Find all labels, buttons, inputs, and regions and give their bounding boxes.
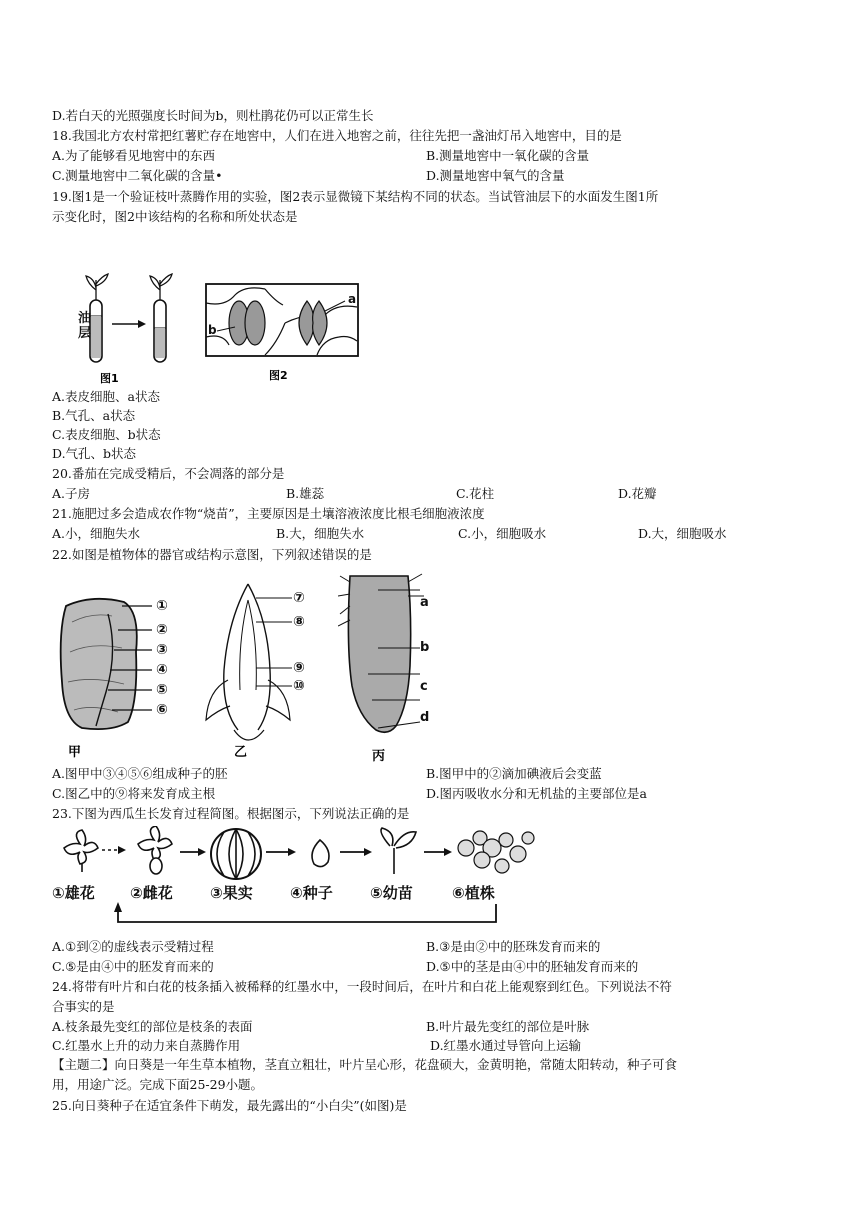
bing-letter-c: c: [420, 679, 428, 694]
q23-option-b: B.③是由②中的胚珠发育而来的: [426, 939, 601, 954]
q21-option-d: D.大，细胞吸水: [638, 526, 727, 541]
q20-stem: 20.番茄在完成受精后，不会凋落的部分是: [52, 466, 285, 481]
fig2-mark-a: a: [348, 292, 357, 306]
q23-option-a: A.①到②的虚线表示受精过程: [52, 939, 214, 954]
q24-option-a: A.枝条最先变红的部位是枝条的表面: [52, 1019, 253, 1034]
q22-figure-jia-seed: [52, 592, 202, 762]
q18-option-c: C.测量地窖中二氧化碳的含量•: [52, 168, 223, 183]
q19-figure2-stomata: [205, 283, 365, 383]
q20-option-c: C.花柱: [456, 486, 495, 501]
q18-option-d: D.测量地窖中氧气的含量: [426, 168, 565, 183]
q22-stem: 22.如图是植物体的器官或结构示意图，下列叙述错误的是: [52, 547, 372, 562]
q21-option-a: A.小，细胞失水: [52, 526, 141, 541]
q24-option-d: D.红墨水通过导管向上运输: [430, 1038, 582, 1053]
q19-option-a: A.表皮细胞、a状态: [52, 389, 160, 404]
bing-letter-a: a: [420, 595, 429, 610]
q23-option-d: D.⑤中的茎是由④中的胚轴发育而来的: [426, 959, 639, 974]
q23-watermelon-lifecycle-diagram: [52, 826, 542, 934]
q22-option-c: C.图乙中的⑨将来发育成主根: [52, 786, 216, 801]
stage-fruit: ③果实: [210, 884, 253, 902]
fig2-mark-b: b: [208, 323, 217, 337]
bing-letter-b: b: [420, 640, 430, 655]
q20-option-b: B.雄蕊: [286, 486, 325, 501]
q22-figure-yi-label: 乙: [234, 745, 248, 760]
q19-figure1-label: 图1: [100, 372, 119, 385]
q18-option-a: A.为了能够看见地窖中的东西: [52, 148, 216, 163]
q22-figure-bing-label: 丙: [372, 749, 386, 764]
q19-figure2-label: 图2: [269, 369, 288, 382]
stage-female-flower: ②雌花: [130, 884, 173, 902]
q19-option-b: B.气孔、a状态: [52, 408, 136, 423]
jia-num-1: ①: [156, 598, 168, 614]
q25-stem: 25.向日葵种子在适宜条件下萌发，最先露出的“小白尖”(如图)是: [52, 1098, 407, 1113]
q17-option-d: D.若白天的光照强度长时间为b，则杜鹃花仍可以正常生长: [52, 108, 374, 123]
yi-num-7: ⑦: [293, 590, 305, 606]
jia-num-6: ⑥: [156, 702, 168, 718]
q22-figure-jia-label: 甲: [68, 745, 82, 760]
q24-stem-line2: 合事实的是: [52, 999, 115, 1014]
jia-num-5: ⑤: [156, 682, 168, 698]
stage-plant: ⑥植株: [452, 884, 495, 902]
theme2-intro-line2: 用，用途广泛。完成下面25-29小题。: [52, 1077, 264, 1092]
q19-option-c: C.表皮细胞、b状态: [52, 427, 161, 442]
q20-option-d: D.花瓣: [618, 486, 657, 501]
q21-stem: 21.施肥过多会造成农作物“烧苗”，主要原因是土壤溶液浓度比根毛细胞液浓度: [52, 506, 485, 521]
jia-num-2: ②: [156, 622, 168, 638]
q23-stem: 23.下图为西瓜生长发育过程简图。根据图示，下列说法正确的是: [52, 806, 410, 821]
yi-num-10: ⑩: [293, 678, 305, 694]
q23-option-c: C.⑤是由④中的胚发育而来的: [52, 959, 214, 974]
jia-num-3: ③: [156, 642, 168, 658]
oil-label-2: 层: [78, 326, 92, 341]
q22-option-d: D.图丙吸收水分和无机盐的主要部位是a: [426, 786, 648, 801]
q18-stem: 18.我国北方农村常把红薯贮存在地窖中，人们在进入地窖之前，往往先把一盏油灯吊入地窖中，目的是: [52, 128, 622, 143]
yi-num-9: ⑨: [293, 660, 305, 676]
q22-option-b: B.图甲中的②滴加碘液后会变蓝: [426, 766, 602, 781]
q19-option-d: D.气孔、b状态: [52, 446, 137, 461]
q18-option-b: B.测量地窖中一氧化碳的含量: [426, 148, 590, 163]
q21-option-c: C.小，细胞吸水: [458, 526, 547, 541]
jia-num-4: ④: [156, 662, 168, 678]
q24-option-b: B.叶片最先变红的部位是叶脉: [426, 1019, 590, 1034]
q19-stem-line2: 示变化时，图2中该结构的名称和所处状态是: [52, 209, 298, 224]
q19-stem-line1: 19.图1是一个验证枝叶蒸腾作用的实验，图2表示显微镜下某结构不同的状态。当试管油层下的水面发生图1所: [52, 189, 659, 204]
stage-male-flower: ①雄花: [52, 884, 95, 902]
theme2-intro-line1: 【主题二】向日葵是一年生草本植物，茎直立粗壮，叶片呈心形，花盘硕大，金黄明艳，常随太阳转动，种子可食: [52, 1057, 678, 1072]
q24-stem-line1: 24.将带有叶片和白花的枝条插入被稀释的红墨水中，一段时间后，在叶片和白花上能观察到红色。下列说法不符: [52, 979, 672, 994]
q22-option-a: A.图甲中③④⑤⑥组成种子的胚: [52, 766, 228, 781]
bing-letter-d: d: [420, 710, 430, 725]
q20-option-a: A.子房: [52, 486, 91, 501]
yi-num-8: ⑧: [293, 614, 305, 630]
stage-seed: ④种子: [290, 884, 333, 902]
oil-label-1: 油: [78, 311, 92, 326]
q21-option-b: B.大，细胞失水: [276, 526, 365, 541]
q24-option-c: C.红墨水上升的动力来自蒸腾作用: [52, 1038, 241, 1053]
stage-seedling: ⑤幼苗: [370, 884, 413, 902]
